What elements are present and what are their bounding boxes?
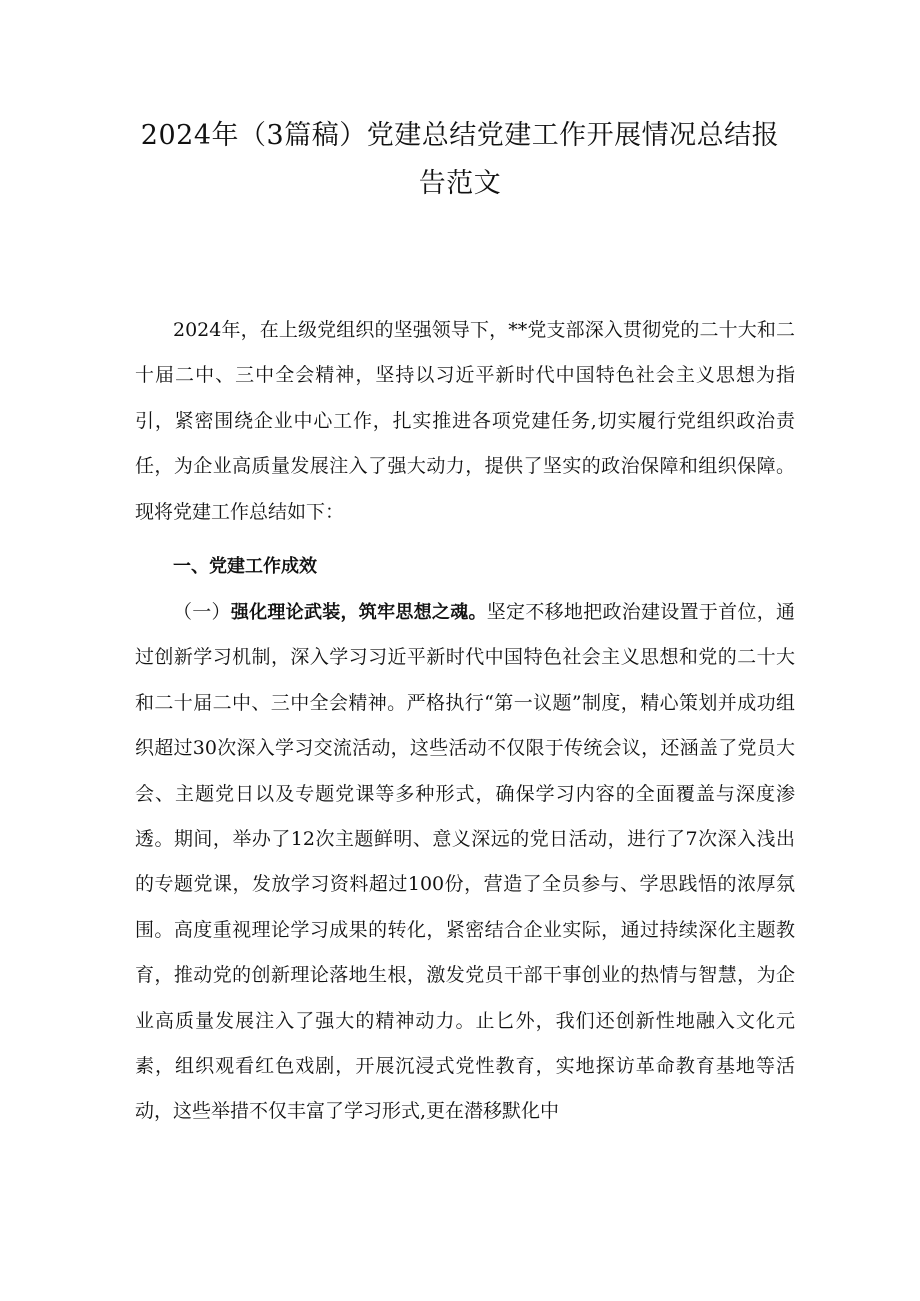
subsection-prefix: （一） — [173, 601, 231, 623]
title-line-1: 2024年（3篇稿）党建总结党建工作开展情况总结报 — [140, 120, 780, 151]
document-title — [120, 112, 800, 208]
subsection-lead: 强化理论武装，筑牢思想之魂。 — [230, 602, 487, 623]
section-heading: 一、党建工作成效 — [173, 556, 317, 577]
title-line-2: 告范文 — [418, 168, 502, 199]
subsection-body: 坚定不移地把政治建设置于首位，通过创新学习机制，深入学习习近平新时代中国特色社会主义思想和党的二十大和二十届二中、三中全会精神。严格执行“第一议题”制度，精心策划并成功组织超过30次深入学习交流活动，这些活动不仅限于传统会议，还涵盖了党员大会、主题党日以及专题党课等多种形式，确保学习内容的全面覆盖与深度渗透。期间，举办了12次主题鲜明、意义深远的党日活动，进行了7次深入浅出的专题党课，发放学习资料超过100份，营造了全员参与、学思践悟的浓厚氛围。高度重视理论学习成果的转化，紧密结合企业实际，通过持续深化主题教育，推动党的创新理论落地生根，激发党员干部干事创业的热情与智慧，为企业高质量发展注入了强大的精神动力。止匕外，我们还创新性地融入文化元素，组织观看红色戏剧，开展沉浸式党性教育，实地探访革命教育基地等活动，这些举措不仅丰富了学习形式,更在潜移默化中 — [135, 601, 795, 1123]
intro-paragraph: 2024年，在上级党组织的坚强领导下，**党支部深入贯彻党的二十大和二十届二中、三中全会精神，坚持以习近平新时代中国特色社会主义思想为指引，紧密围绕企业中心工作，扎实推进各项党建任务,切实履行党组织政治责任，为企业高质量发展注入了强大动力，提供了坚实的政治保障和组织保障。现将党建工作总结如下： — [135, 319, 795, 523]
subsection-paragraph — [135, 590, 795, 1135]
